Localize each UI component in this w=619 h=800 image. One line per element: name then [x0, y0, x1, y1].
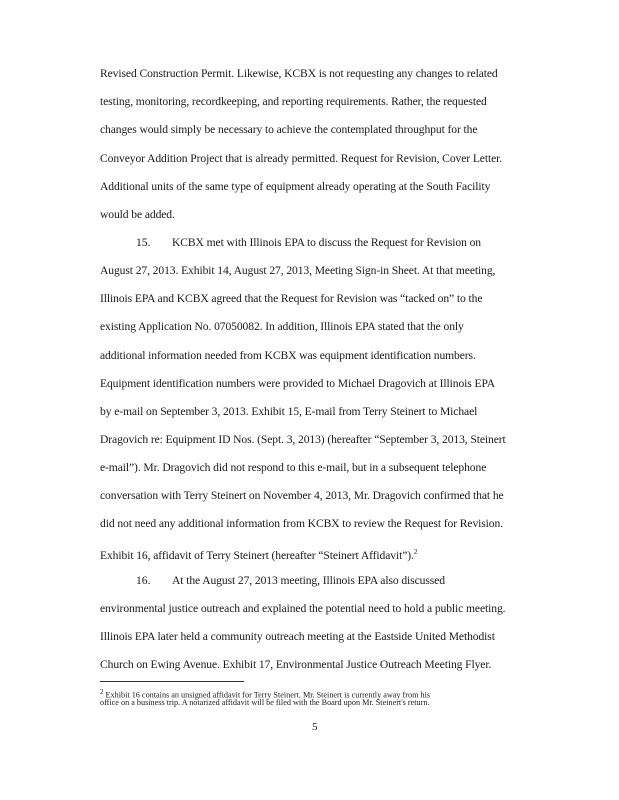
body-line: Conveyor Addition Project that is already permitted. Request for Revision, Cover Letter.	[100, 152, 503, 165]
body-line: existing Application No. 07050082. In addition, Illinois EPA stated that the only	[100, 320, 464, 333]
body-line: e-mail”). Mr. Dragovich did not respond to this e-mail, but in a subsequent telephone	[100, 461, 487, 474]
body-line: Dragovich re: Equipment ID Nos. (Sept. 3, 2013) (hereafter “September 3, 2013, Steinert	[100, 433, 506, 446]
body-line: would be added.	[100, 208, 175, 221]
body-line: Church on Ewing Avenue. Exhibit 17, Environmental Justice Outreach Meeting Flyer.	[100, 658, 492, 671]
paragraph-number-15: 15.	[136, 236, 151, 249]
paragraph-15-first-line: KCBX met with Illinois EPA to discuss the Request for Revision on	[172, 236, 482, 249]
footnote-reference[interactable]: 2	[413, 548, 418, 556]
paragraph-15-last-line: Exhibit 16, affidavit of Terry Steinert (hereafter “Steinert Affidavit”).	[100, 548, 414, 562]
body-line: changes would simply be necessary to achieve the contemplated throughput for the	[100, 123, 478, 136]
footnote-marker: 2	[100, 688, 104, 696]
body-line: Revised Construction Permit. Likewise, KCBX is not requesting any changes to related	[100, 67, 498, 80]
page-number: 5	[312, 721, 318, 733]
body-line: Illinois EPA later held a community outreach meeting at the Eastside United Methodist	[100, 630, 495, 643]
body-line: environmental justice outreach and explained the potential need to hold a public meeting.	[100, 602, 506, 615]
body-line: additional information needed from KCBX was equipment identification numbers.	[100, 349, 476, 362]
body-line: did not need any additional information from KCBX to review the Request for Revision.	[100, 517, 503, 530]
body-line: Equipment identification numbers were provided to Michael Dragovich at Illinois EPA	[100, 377, 496, 390]
body-line	[100, 545, 417, 563]
body-line: August 27, 2013. Exhibit 14, August 27, 2013, Meeting Sign-in Sheet. At that meeting,	[100, 264, 496, 277]
body-line: Illinois EPA and KCBX agreed that the Request for Revision was “tacked on” to the	[100, 292, 483, 305]
body-line: testing, monitoring, recordkeeping, and reporting requirements. Rather, the requested	[100, 95, 487, 108]
footnote-divider	[100, 681, 244, 682]
body-line: conversation with Terry Steinert on November 4, 2013, Mr. Dragovich confirmed that he	[100, 489, 504, 502]
footnote-text-1: Exhibit 16 contains an unsigned affidavit for Terry Steinert. Mr. Steinert is currently away from his	[105, 690, 431, 700]
body-line: Additional units of the same type of equipment already operating at the South Facility	[100, 180, 491, 193]
body-line: by e-mail on September 3, 2013. Exhibit 15, E-mail from Terry Steinert to Michael	[100, 405, 478, 418]
footnote-text-2: office on a business trip. A notarized affidavit will be filed with the Board upon Mr. Steinert's return.	[100, 698, 430, 707]
paragraph-number-16: 16.	[136, 574, 151, 587]
paragraph-16-first-line: At the August 27, 2013 meeting, Illinois EPA also discussed	[172, 574, 445, 587]
